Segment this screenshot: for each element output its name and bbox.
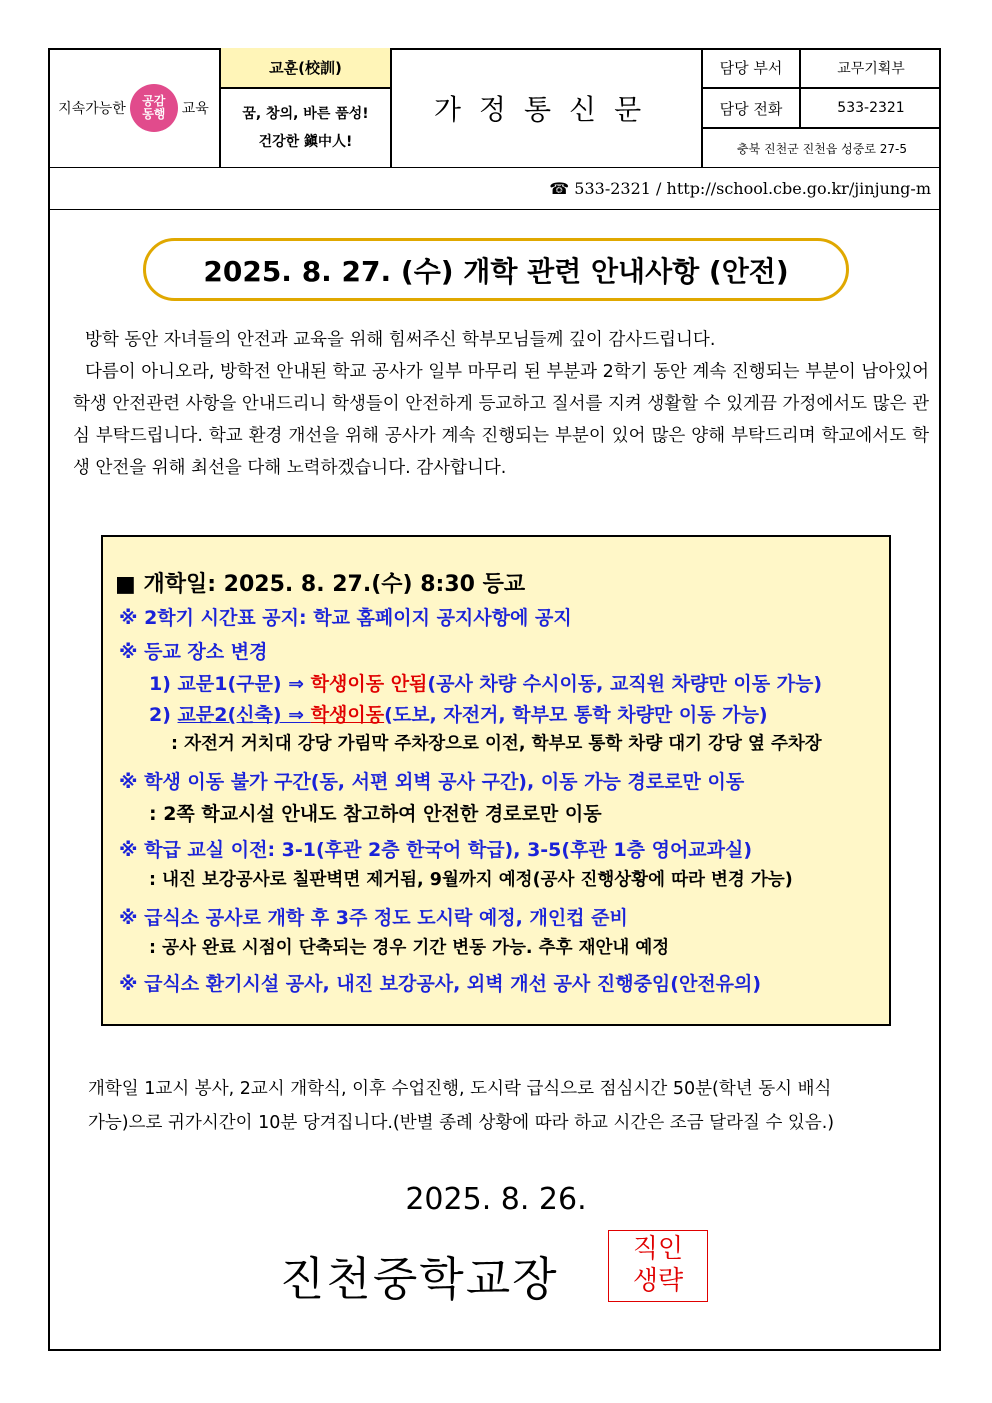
intro-paragraph-2: 다름이 아니오라, 방학전 안내된 학교 공사가 일부 마무리 된 부분과 2학기 동안 계속 진행되는 부분이 남아있어 학생 안전관련 사항을 안내드리니 학생들이 안전하게 등교하고 질서를 지켜 생활할 수 있게끔 가정에서도 많은 관심 부탁드립니다. 학교 환경 개선을 위해 공사가 계속 진행되는 부분이 있어 많은 양해 부탁드리며 학교에서도 학생 안전을 위해 최선을 다해 노력하겠습니다. 감사합니다. (73, 362, 929, 478)
gate2-number: 2) (149, 704, 178, 726)
motto-line1: 꿈, 창의, 바른 품성! (242, 106, 369, 122)
logo-circle-icon (130, 84, 178, 132)
closing-line-2: 가능)으로 귀가시간이 10분 당겨집니다.(반별 종례 상황에 따라 하교 시간은 조금 달라질 수 있음.) (88, 1113, 835, 1133)
classroom-notice: ※ 학급 교실 이전: 3-1(후관 2층 한국어 학급), 3-5(후관 1층 영어교과실) (119, 839, 753, 861)
document-title: 가정통신문 (391, 48, 702, 168)
dept-value: 교무기획부 (800, 48, 941, 88)
gate1-warning: 학생이동 안됨 (310, 673, 428, 695)
school-address: 충북 진천군 진천읍 성중로 27-5 (702, 128, 941, 168)
phone-value: 533-2321 (800, 88, 941, 128)
classroom-note: : 내진 보강공사로 칠판벽면 제거됨, 9월까지 예정(공사 진행상황에 따라 변경 가능) (149, 870, 793, 890)
logo-right-text: 교육 (181, 100, 209, 117)
gate1-label: 1) 교문1(구문) ⇒ (149, 673, 311, 695)
gate2-label: 교문2(신축) ⇒ (177, 704, 311, 726)
notice-box (101, 535, 891, 1026)
logo-circle-bottom: 동행 (142, 106, 166, 121)
gate2-item (149, 700, 768, 727)
closing-line-1: 개학일 1교시 봉사, 2교시 개학식, 이후 수업진행, 도시락 급식으로 점심시간 50분(학년 동시 배식 (88, 1079, 832, 1099)
motto-line2: 건강한 鎭中人! (258, 134, 353, 150)
gate2-allowed: 학생이동 (310, 704, 385, 726)
phone-label: 담당 전화 (702, 88, 800, 128)
header-table (48, 48, 941, 168)
motto-label: 교훈(校訓) (220, 48, 391, 88)
timetable-notice: ※ 2학기 시간표 공지: 학교 홈페이지 공지사항에 공지 (119, 607, 572, 629)
closing-text (88, 1072, 933, 1140)
gate2-note: : 자전거 거치대 강당 가림막 주차장으로 이전, 학부모 통학 차량 대기 강당 옆 주차장 (171, 734, 822, 754)
logo-circle-top: 공감 (142, 93, 166, 108)
place-change-notice: ※ 등교 장소 변경 (119, 641, 268, 663)
stamp-line-2: 생략 (632, 1266, 684, 1296)
intro-paragraph-1: 방학 동안 자녀들의 안전과 교육을 위해 힘써주신 학부모님들께 깊이 감사드립니다. (85, 330, 716, 350)
principal-signature: 진천중학교장 (280, 1252, 559, 1306)
logo-left-text: 지속가능한 (58, 100, 126, 117)
lunch-note: : 공사 완료 시점이 단축되는 경우 기간 변동 가능. 추후 재안내 예정 (149, 938, 670, 958)
opening-date: ■ 개학일: 2025. 8. 27.(수) 8:30 등교 (115, 572, 526, 597)
intro-text (73, 324, 929, 484)
issue-date: 2025. 8. 26. (405, 1182, 587, 1217)
seal-omitted-stamp (608, 1230, 708, 1302)
notice-heading: 2025. 8. 27. (수) 개학 관련 안내사항 (안전) (143, 238, 849, 301)
gate1-detail: (공사 차량 수시이동, 교직원 차량만 이동 가능) (427, 673, 823, 695)
construction-notice: ※ 급식소 환기시설 공사, 내진 보강공사, 외벽 개선 공사 진행중임(안전유의) (119, 973, 762, 995)
restricted-zone-note: : 2쪽 학교시설 안내도 참고하여 안전한 경로로만 이동 (149, 803, 602, 825)
motto-body (220, 88, 391, 168)
restricted-zone-notice: ※ 학생 이동 불가 구간(동, 서편 외벽 공사 구간), 이동 가능 경로로만 이동 (119, 771, 745, 793)
gate2-detail: (도보, 자전거, 학부모 통학 차량만 이동 가능) (384, 704, 768, 726)
gate1-item (149, 669, 822, 696)
dept-label: 담당 부서 (702, 48, 800, 88)
stamp-line-1: 직인 (632, 1234, 684, 1264)
school-logo (48, 48, 220, 168)
contact-line: ☎ 533-2321 / http://school.cbe.go.kr/jinjung-m (48, 168, 941, 210)
lunch-notice: ※ 급식소 공사로 개학 후 3주 정도 도시락 예정, 개인컵 준비 (119, 907, 628, 929)
